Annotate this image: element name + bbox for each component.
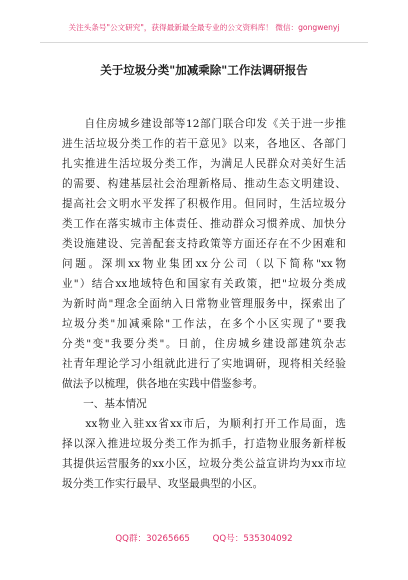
body-line: 自住房城乡建设部等12部门联合印发《关于进一步推 bbox=[62, 118, 346, 130]
body-line: 圾分类工作实行最早、攻坚最典型的小区。 bbox=[62, 478, 264, 490]
footer-qq-group: QQ群：30265665 bbox=[115, 534, 190, 544]
body-line: 提高社会文明水平发挥了积极作用。但同时，生活垃圾分 bbox=[62, 198, 346, 210]
footer-contacts bbox=[0, 532, 408, 544]
header-divider bbox=[40, 42, 368, 43]
section-heading: 一、基本情况 bbox=[62, 398, 147, 410]
document-body bbox=[62, 114, 346, 494]
body-line: 其提供运营服务的xx小区，垃圾分类公益宣讲均为xx市垃 bbox=[62, 458, 346, 470]
body-line: 社青年理论学习小组就此进行了实地调研，现将相关经验 bbox=[62, 358, 346, 370]
body-line: 分类"变"我要分类"。日前，住房城乡建设部建筑杂志 bbox=[62, 338, 346, 350]
footer-qq-number: QQ号：535304092 bbox=[212, 534, 293, 544]
body-line: 类工作在落实城市主体责任、推动群众习惯养成、加快分 bbox=[62, 218, 346, 230]
body-line: 进生活垃圾分类工作的若干意见》以来，各地区、各部门 bbox=[62, 138, 346, 150]
body-line: 垃圾分类"加减乘除"工作法，在多个小区实现了"要我 bbox=[62, 318, 346, 330]
body-line: 的需要、构建基层社会治理新格局、推动生态文明建设、 bbox=[62, 178, 346, 190]
body-line: xx物业入驻xx省xx市后，为顺利打开工作局面，选 bbox=[62, 418, 346, 430]
document-title: 关于垃圾分类"加减乘除"工作法调研报告 bbox=[100, 63, 308, 77]
header-notice: 关注头条号"公文研究"，获得最新最全最专业的公文资料库！ 微信：gongwenyj bbox=[68, 23, 340, 32]
body-line: 择以深入推进垃圾分类工作为抓手，打造物业服务新样板 bbox=[62, 438, 346, 450]
body-line: 业"）结合xx地域特色和国家有关政策，把"垃圾分类成 bbox=[62, 278, 346, 290]
body-line: 类设施建设、完善配套支持政策等方面还存在不少困难和 bbox=[62, 238, 346, 250]
body-line: 为新时尚"理念全面纳入日常物业管理服务中，探索出了 bbox=[62, 298, 346, 310]
body-line: 扎实推进生活垃圾分类工作，为满足人民群众对美好生活 bbox=[62, 158, 346, 170]
body-line: 问题。深圳xx物业集团xx分公司（以下简称"xx物 bbox=[62, 258, 346, 270]
body-line: 做法予以梳理，供各地在实践中借鉴参考。 bbox=[62, 378, 264, 390]
